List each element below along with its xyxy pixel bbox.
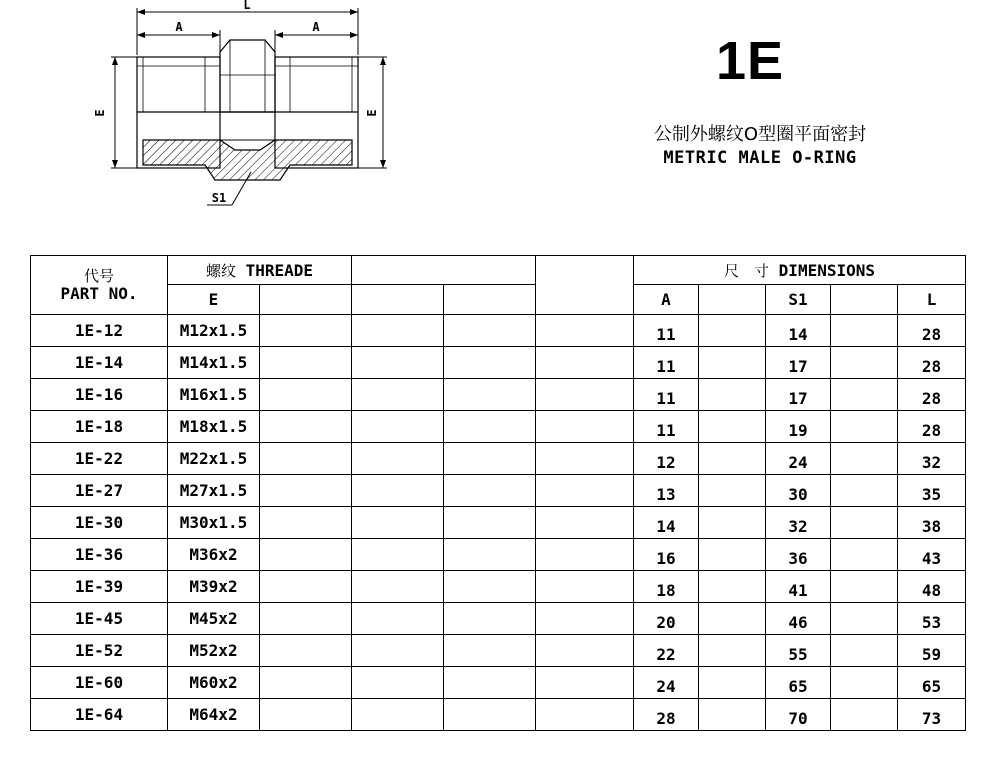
dim-sub-s1: S1 [766,285,831,315]
empty-cell [444,635,536,667]
dim-a-cell-value: 20 [656,613,676,632]
subtitle-english: METRIC MALE O-RING [663,148,857,168]
dim-l-cell-value: 28 [921,325,942,344]
dim-a-cell-value: 18 [656,581,676,600]
dim-label-s1: S1 [211,191,227,205]
part-no-cell: 1E-14 [31,347,168,379]
empty-cell [831,411,898,443]
thread-sub-e: E [168,285,260,315]
dim-s1-cell [766,603,831,635]
dim-s1-cell-value: 55 [788,645,808,664]
dim-a-cell-value: 11 [656,421,676,440]
empty-cell [260,699,352,731]
dim-s1-cell [766,667,831,699]
empty-header-cell [536,256,634,315]
empty-cell [352,475,444,507]
empty-cell [699,539,766,571]
dim-s1-cell-value: 24 [788,453,808,472]
dim-a-cell [634,571,699,603]
dim-s1-cell [766,571,831,603]
empty-cell [699,603,766,635]
dim-l-cell [898,315,966,347]
thread-cell: M14x1.5 [168,347,260,379]
empty-cell [352,443,444,475]
empty-header-cell [260,285,352,315]
dimensions-header [634,256,966,285]
thread-cell: M64x2 [168,699,260,731]
thread-header-cn: 螺纹 [205,261,236,280]
dim-a-cell [634,635,699,667]
empty-cell [260,475,352,507]
empty-cell [260,315,352,347]
empty-cell [444,603,536,635]
dim-s1-cell [766,347,831,379]
thread-cell: M30x1.5 [168,507,260,539]
dim-a-cell [634,667,699,699]
dim-l-cell [898,603,966,635]
thread-cell: M60x2 [168,667,260,699]
dim-s1-cell-value: 65 [788,677,808,696]
table-row [31,699,966,731]
dim-a-cell-value: 24 [656,677,676,696]
empty-header-cell [444,285,536,315]
dim-l-cell [898,475,966,507]
table-row [31,507,966,539]
dim-label-a-left: A [175,20,183,34]
empty-cell [699,475,766,507]
dim-l-cell-value: 73 [921,709,942,728]
dim-a-cell [634,475,699,507]
dim-a-cell-value: 16 [656,549,676,568]
dim-l-cell-value: 28 [921,357,942,376]
dim-label-l: L [243,0,251,12]
fitting-drawing [95,0,415,215]
part-no-cell: 1E-18 [31,411,168,443]
empty-cell [536,699,634,731]
empty-cell [444,475,536,507]
dim-l-cell [898,571,966,603]
empty-cell [260,507,352,539]
empty-cell [699,411,766,443]
part-no-cell: 1E-52 [31,635,168,667]
part-no-header [31,256,168,315]
thread-cell: M39x2 [168,571,260,603]
dim-s1-cell [766,443,831,475]
empty-header-cell [831,285,898,315]
table-row [31,635,966,667]
thread-header-en: THREADE [245,260,314,280]
dim-l-cell [898,699,966,731]
empty-cell [831,347,898,379]
empty-cell [260,379,352,411]
dim-s1-cell-value: 46 [788,613,808,632]
dim-s1-cell-value: 17 [788,357,808,376]
dim-a-cell [634,443,699,475]
empty-cell [536,443,634,475]
dim-l-cell [898,507,966,539]
empty-cell [352,571,444,603]
dim-a-cell [634,699,699,731]
empty-cell [444,315,536,347]
dim-l-cell-value: 38 [921,517,942,536]
thread-cell: M27x1.5 [168,475,260,507]
dim-l-cell [898,443,966,475]
empty-cell [352,411,444,443]
empty-cell [444,411,536,443]
dim-l-cell [898,411,966,443]
empty-cell [260,635,352,667]
part-no-cell: 1E-22 [31,443,168,475]
part-no-cell: 1E-27 [31,475,168,507]
empty-cell [352,347,444,379]
dim-a-cell-value: 12 [656,453,676,472]
dim-s1-cell [766,475,831,507]
dim-sub-l: L [898,285,966,315]
empty-cell [831,315,898,347]
empty-cell [536,315,634,347]
empty-cell [831,475,898,507]
thread-cell: M16x1.5 [168,379,260,411]
dim-l-cell-value: 32 [921,453,942,472]
empty-cell [699,571,766,603]
dim-a-cell-value: 13 [656,485,676,504]
dim-s1-cell [766,379,831,411]
table-row [31,475,966,507]
empty-cell [699,507,766,539]
empty-header-cell [699,285,766,315]
empty-cell [831,507,898,539]
empty-header-cell [352,285,444,315]
part-no-cell: 1E-36 [31,539,168,571]
empty-cell [444,443,536,475]
empty-cell [536,507,634,539]
dim-l-cell [898,667,966,699]
empty-cell [352,379,444,411]
dim-s1-cell-value: 41 [788,581,808,600]
dim-a-cell [634,315,699,347]
empty-cell [352,699,444,731]
dimensions-header-en: DIMENSIONS [778,260,875,280]
part-no-cell: 1E-16 [31,379,168,411]
empty-cell [536,539,634,571]
dim-l-cell [898,635,966,667]
dimensions-header-cn: 尺 寸 [724,261,770,280]
thread-cell: M18x1.5 [168,411,260,443]
empty-cell [260,443,352,475]
empty-cell [536,347,634,379]
part-no-cell: 1E-60 [31,667,168,699]
dim-a-cell-value: 11 [656,389,676,408]
subtitle-chinese: 公制外螺纹O型圈平面密封 [653,124,867,145]
dim-l-cell-value: 43 [921,549,942,568]
empty-cell [260,667,352,699]
table-row [31,539,966,571]
empty-cell [536,667,634,699]
dim-a-cell [634,347,699,379]
dimension-table [30,255,966,731]
empty-cell [352,507,444,539]
dim-s1-cell [766,411,831,443]
empty-cell [536,603,634,635]
table-row [31,315,966,347]
empty-cell [444,347,536,379]
table-row [31,347,966,379]
thread-cell: M22x1.5 [168,443,260,475]
part-no-cell: 1E-30 [31,507,168,539]
dim-a-cell [634,539,699,571]
empty-cell [831,539,898,571]
dim-l-cell-value: 28 [921,421,942,440]
empty-cell [831,603,898,635]
empty-cell [536,379,634,411]
empty-cell [352,667,444,699]
part-no-header-cn: 代号 [83,267,114,285]
empty-cell [444,571,536,603]
empty-cell [536,571,634,603]
dim-a-cell-value: 22 [656,645,676,664]
empty-cell [699,667,766,699]
empty-cell [699,443,766,475]
dim-l-cell-value: 48 [921,581,942,600]
empty-cell [536,635,634,667]
empty-cell [260,411,352,443]
empty-cell [352,635,444,667]
table-row [31,411,966,443]
empty-cell [831,635,898,667]
dim-s1-cell-value: 36 [788,549,808,568]
empty-cell [536,475,634,507]
empty-cell [699,379,766,411]
dim-s1-cell-value: 32 [788,517,808,536]
dim-s1-cell-value: 70 [788,709,808,728]
dim-s1-cell-value: 14 [788,325,808,344]
empty-cell [831,571,898,603]
dim-a-cell-value: 14 [656,517,676,536]
thread-header [168,256,352,285]
dim-sub-a: A [634,285,699,315]
table-row [31,571,966,603]
dim-l-cell-value: 35 [921,485,942,504]
dim-s1-cell [766,635,831,667]
empty-cell [260,347,352,379]
dim-label-a-right: A [312,20,320,34]
empty-cell [444,379,536,411]
empty-cell [260,571,352,603]
empty-cell [699,315,766,347]
dim-a-cell-value: 11 [656,325,676,344]
thread-cell: M36x2 [168,539,260,571]
dim-a-cell [634,603,699,635]
dim-l-cell [898,379,966,411]
empty-cell [699,699,766,731]
dim-l-cell [898,539,966,571]
dim-s1-cell [766,315,831,347]
dim-s1-cell [766,539,831,571]
empty-cell [831,379,898,411]
empty-cell [260,603,352,635]
dim-a-cell-value: 28 [656,709,676,728]
empty-cell [831,443,898,475]
table-row [31,667,966,699]
thread-cell: M45x2 [168,603,260,635]
table-row [31,443,966,475]
empty-cell [699,347,766,379]
dim-l-cell-value: 65 [921,677,942,696]
empty-cell [831,699,898,731]
thread-cell: M52x2 [168,635,260,667]
part-no-cell: 1E-12 [31,315,168,347]
dim-l-cell-value: 53 [921,613,942,632]
dim-a-cell [634,507,699,539]
dim-label-e-left: E [93,109,107,117]
dim-s1-cell-value: 30 [788,485,808,504]
empty-cell [352,315,444,347]
empty-cell [536,411,634,443]
dim-a-cell [634,379,699,411]
empty-cell [699,635,766,667]
dim-a-cell [634,411,699,443]
empty-cell [444,667,536,699]
thread-cell: M12x1.5 [168,315,260,347]
dim-s1-cell [766,699,831,731]
dim-l-cell-value: 59 [921,645,942,664]
dim-label-e-right: E [365,109,379,117]
page-title: 1E [715,31,785,91]
table-row [31,379,966,411]
empty-cell [444,539,536,571]
part-no-cell: 1E-45 [31,603,168,635]
empty-cell [444,507,536,539]
part-no-cell: 1E-64 [31,699,168,731]
empty-header-cell [352,256,536,285]
empty-cell [352,539,444,571]
empty-cell [831,667,898,699]
dim-s1-cell-value: 17 [788,389,808,408]
empty-cell [352,603,444,635]
part-no-header-en: PART NO. [60,284,138,303]
empty-cell [260,539,352,571]
dim-l-cell [898,347,966,379]
part-no-cell: 1E-39 [31,571,168,603]
dim-a-cell-value: 11 [656,357,676,376]
empty-cell [444,699,536,731]
table-row [31,603,966,635]
dim-s1-cell [766,507,831,539]
dim-s1-cell-value: 19 [788,421,808,440]
dim-l-cell-value: 28 [921,389,942,408]
